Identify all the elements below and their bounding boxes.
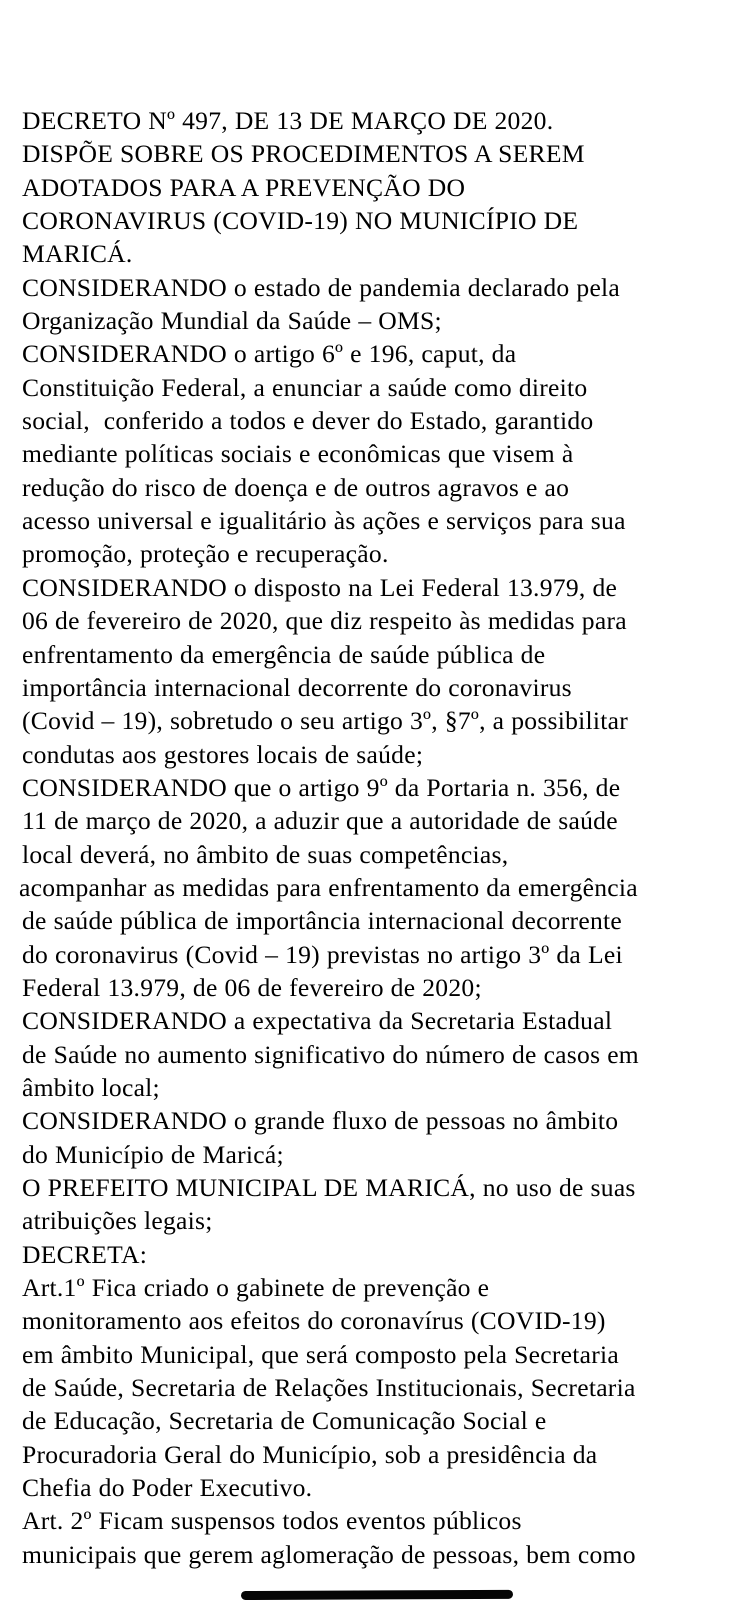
- document-line: ADOTADOS PARA A PREVENÇÃO DO: [22, 172, 466, 202]
- document-line: de saúde pública de importância internacional decorrente: [22, 906, 622, 936]
- document-line: CORONAVIRUS (COVID-19) NO MUNICÍPIO DE: [22, 206, 579, 236]
- document-line: de Saúde, Secretaria de Relações Institucionais, Secretaria: [22, 1373, 636, 1403]
- document-line: CONSIDERANDO o grande fluxo de pessoas no âmbito: [22, 1106, 619, 1136]
- document-line: CONSIDERANDO que o artigo 9º da Portaria n. 356, de: [22, 772, 621, 802]
- document-line: mediante políticas sociais e econômicas que visem à: [22, 439, 574, 469]
- document-line: DECRETA:: [22, 1239, 148, 1269]
- document-line: Chefia do Poder Executivo.: [22, 1473, 313, 1503]
- document-line: acesso universal e igualitário às ações e serviços para sua: [22, 506, 626, 536]
- document-line: importância internacional decorrente do coronavirus: [22, 672, 572, 702]
- document-line: Procuradoria Geral do Município, sob a presidência da: [22, 1439, 598, 1469]
- document-line: local deverá, no âmbito de suas competências,: [22, 839, 509, 869]
- document-line: de Educação, Secretaria de Comunicação Social e: [22, 1406, 547, 1436]
- document-line: monitoramento aos efeitos do coronavírus (COVID-19): [22, 1306, 606, 1336]
- document-line: CONSIDERANDO o estado de pandemia declarado pela: [22, 272, 621, 302]
- document-line: CONSIDERANDO a expectativa da Secretaria Estadual: [22, 1006, 613, 1036]
- document-line: enfrentamento da emergência de saúde pública de: [22, 639, 546, 669]
- document-line: MARICÁ.: [22, 239, 133, 269]
- document-line: 06 de fevereiro de 2020, que diz respeito às medidas para: [22, 606, 627, 636]
- document-line: DECRETO Nº 497, DE 13 DE MARÇO DE 2020.: [22, 106, 554, 135]
- document-line: Art.1º Fica criado o gabinete de prevenção e: [22, 1273, 490, 1303]
- document-line: redução do risco de doença e de outros agravos e ao: [22, 472, 570, 502]
- document-line: Constituição Federal, a enunciar a saúde como direito: [22, 372, 588, 402]
- document-line: Organização Mundial da Saúde – OMS;: [22, 306, 442, 336]
- document-line: DISPÕE SOBRE OS PROCEDIMENTOS A SEREM: [22, 139, 585, 169]
- document-line: promoção, proteção e recuperação.: [22, 539, 389, 569]
- document-line: de Saúde no aumento significativo do número de casos em: [22, 1039, 639, 1069]
- document-line: 11 de março de 2020, a aduzir que a autoridade de saúde: [22, 806, 618, 836]
- document-line: (Covid – 19), sobretudo o seu artigo 3º, §7º, a possibilitar: [22, 706, 629, 736]
- document-line: em âmbito Municipal, que será composto pela Secretaria: [22, 1339, 619, 1369]
- document-line: condutas aos gestores locais de saúde;: [22, 739, 424, 769]
- document-line: do coronavirus (Covid – 19) previstas no artigo 3º da Lei: [22, 939, 623, 969]
- decree-text-body: [19, 104, 728, 1571]
- document-line: municipais que gerem aglomeração de pessoas, bem como: [22, 1539, 636, 1569]
- document-line: CONSIDERANDO o artigo 6º e 196, caput, da: [22, 339, 517, 369]
- document-line: Federal 13.979, de 06 de fevereiro de 2020;: [22, 972, 482, 1002]
- handdrawn-underline-annotation: [241, 1590, 513, 1600]
- document-line: O PREFEITO MUNICIPAL DE MARICÁ, no uso de suas: [22, 1173, 636, 1202]
- document-line: Art. 2º Ficam suspensos todos eventos públicos: [22, 1506, 522, 1536]
- document-line: âmbito local;: [22, 1072, 160, 1102]
- document-line: social, conferido a todos e dever do Estado, garantido: [22, 406, 594, 436]
- document-line: atribuições legais;: [22, 1206, 213, 1236]
- document-line: acompanhar as medidas para enfrentamento da emergência: [19, 872, 638, 902]
- document-line: do Município de Maricá;: [22, 1139, 284, 1169]
- document-line: CONSIDERANDO o disposto na Lei Federal 13.979, de: [22, 572, 618, 602]
